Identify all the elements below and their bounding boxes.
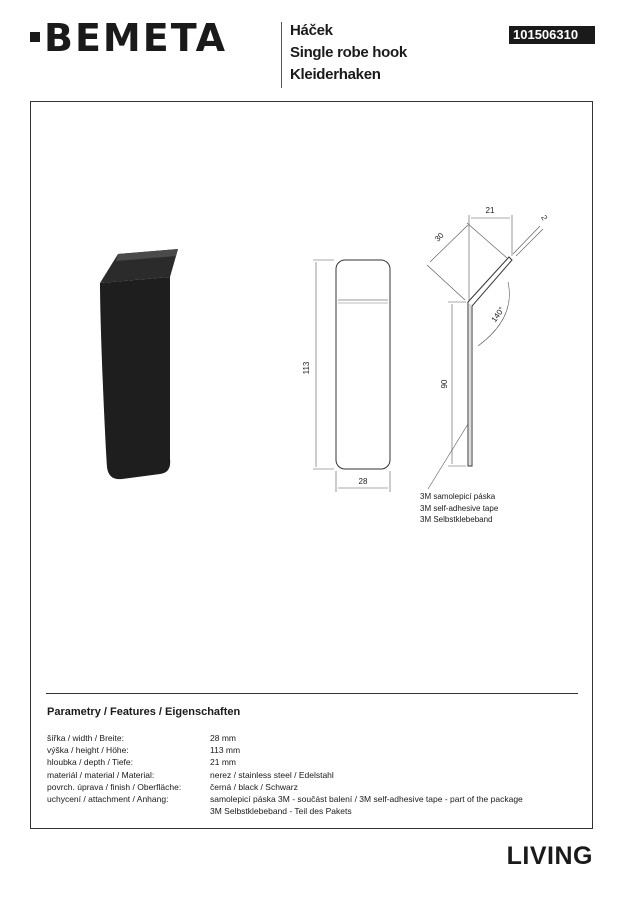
features-heading: Parametry / Features / Eigenschaften <box>47 706 241 718</box>
product-code: 101506310 <box>509 26 595 44</box>
feature-value: 3M Selbstklebeband - Teil des Pakets <box>210 806 352 817</box>
feature-value: samolepicí páska 3M - součást balení / 3M self-adhesive tape - part of the package <box>210 794 523 805</box>
front-view <box>313 260 390 492</box>
tape-note-english: 3M self-adhesive tape <box>420 503 499 513</box>
dim-back: 90 <box>440 379 449 389</box>
features-table <box>47 732 523 817</box>
title-czech: Háček <box>290 22 333 39</box>
feature-row-attachment-cont <box>47 805 523 817</box>
dim-top: 30 <box>432 230 446 244</box>
feature-value: 28 mm <box>210 733 236 743</box>
feature-label: uchycení / attachment / Anhang: <box>47 794 169 805</box>
feature-label: šířka / width / Breite: <box>47 733 124 743</box>
feature-row-material <box>47 769 523 781</box>
product-image <box>100 249 178 479</box>
tape-note <box>420 491 498 526</box>
dim-depth: 21 <box>485 206 495 215</box>
feature-row-finish <box>47 781 523 793</box>
feature-label: hloubka / depth / Tiefe: <box>47 757 134 768</box>
feature-value: 113 mm <box>210 745 241 756</box>
feature-value: nerez / stainless steel / Edelstahl <box>210 769 334 780</box>
feature-label: výška / height / Höhe: <box>47 745 129 756</box>
side-view <box>427 215 543 489</box>
tape-note-german: 3M Selbstklebeband <box>420 515 493 524</box>
features-divider <box>46 693 578 694</box>
tape-note-czech: 3M samolepicí páska <box>420 492 496 501</box>
feature-label <box>47 805 210 817</box>
title-english: Single robe hook <box>290 44 407 61</box>
feature-label: materiál / material / Material: <box>47 769 155 780</box>
feature-row-height <box>47 744 523 756</box>
dim-height: 113 <box>302 361 311 375</box>
feature-label: povrch. úprava / finish / Oberfläche: <box>47 781 182 792</box>
logo-text: BEMETA <box>44 16 228 60</box>
feature-row-attachment <box>47 793 523 805</box>
feature-row-width <box>47 732 523 744</box>
dim-width: 28 <box>358 477 368 486</box>
feature-value: černá / black / Schwarz <box>210 781 298 792</box>
category-label: LIVING <box>506 842 593 870</box>
dim-thickness: 2 <box>539 213 550 222</box>
feature-value: 21 mm <box>210 757 236 768</box>
feature-row-depth <box>47 756 523 768</box>
title-german: Kleiderhaken <box>290 66 381 83</box>
dim-angle: 140° <box>489 305 507 324</box>
